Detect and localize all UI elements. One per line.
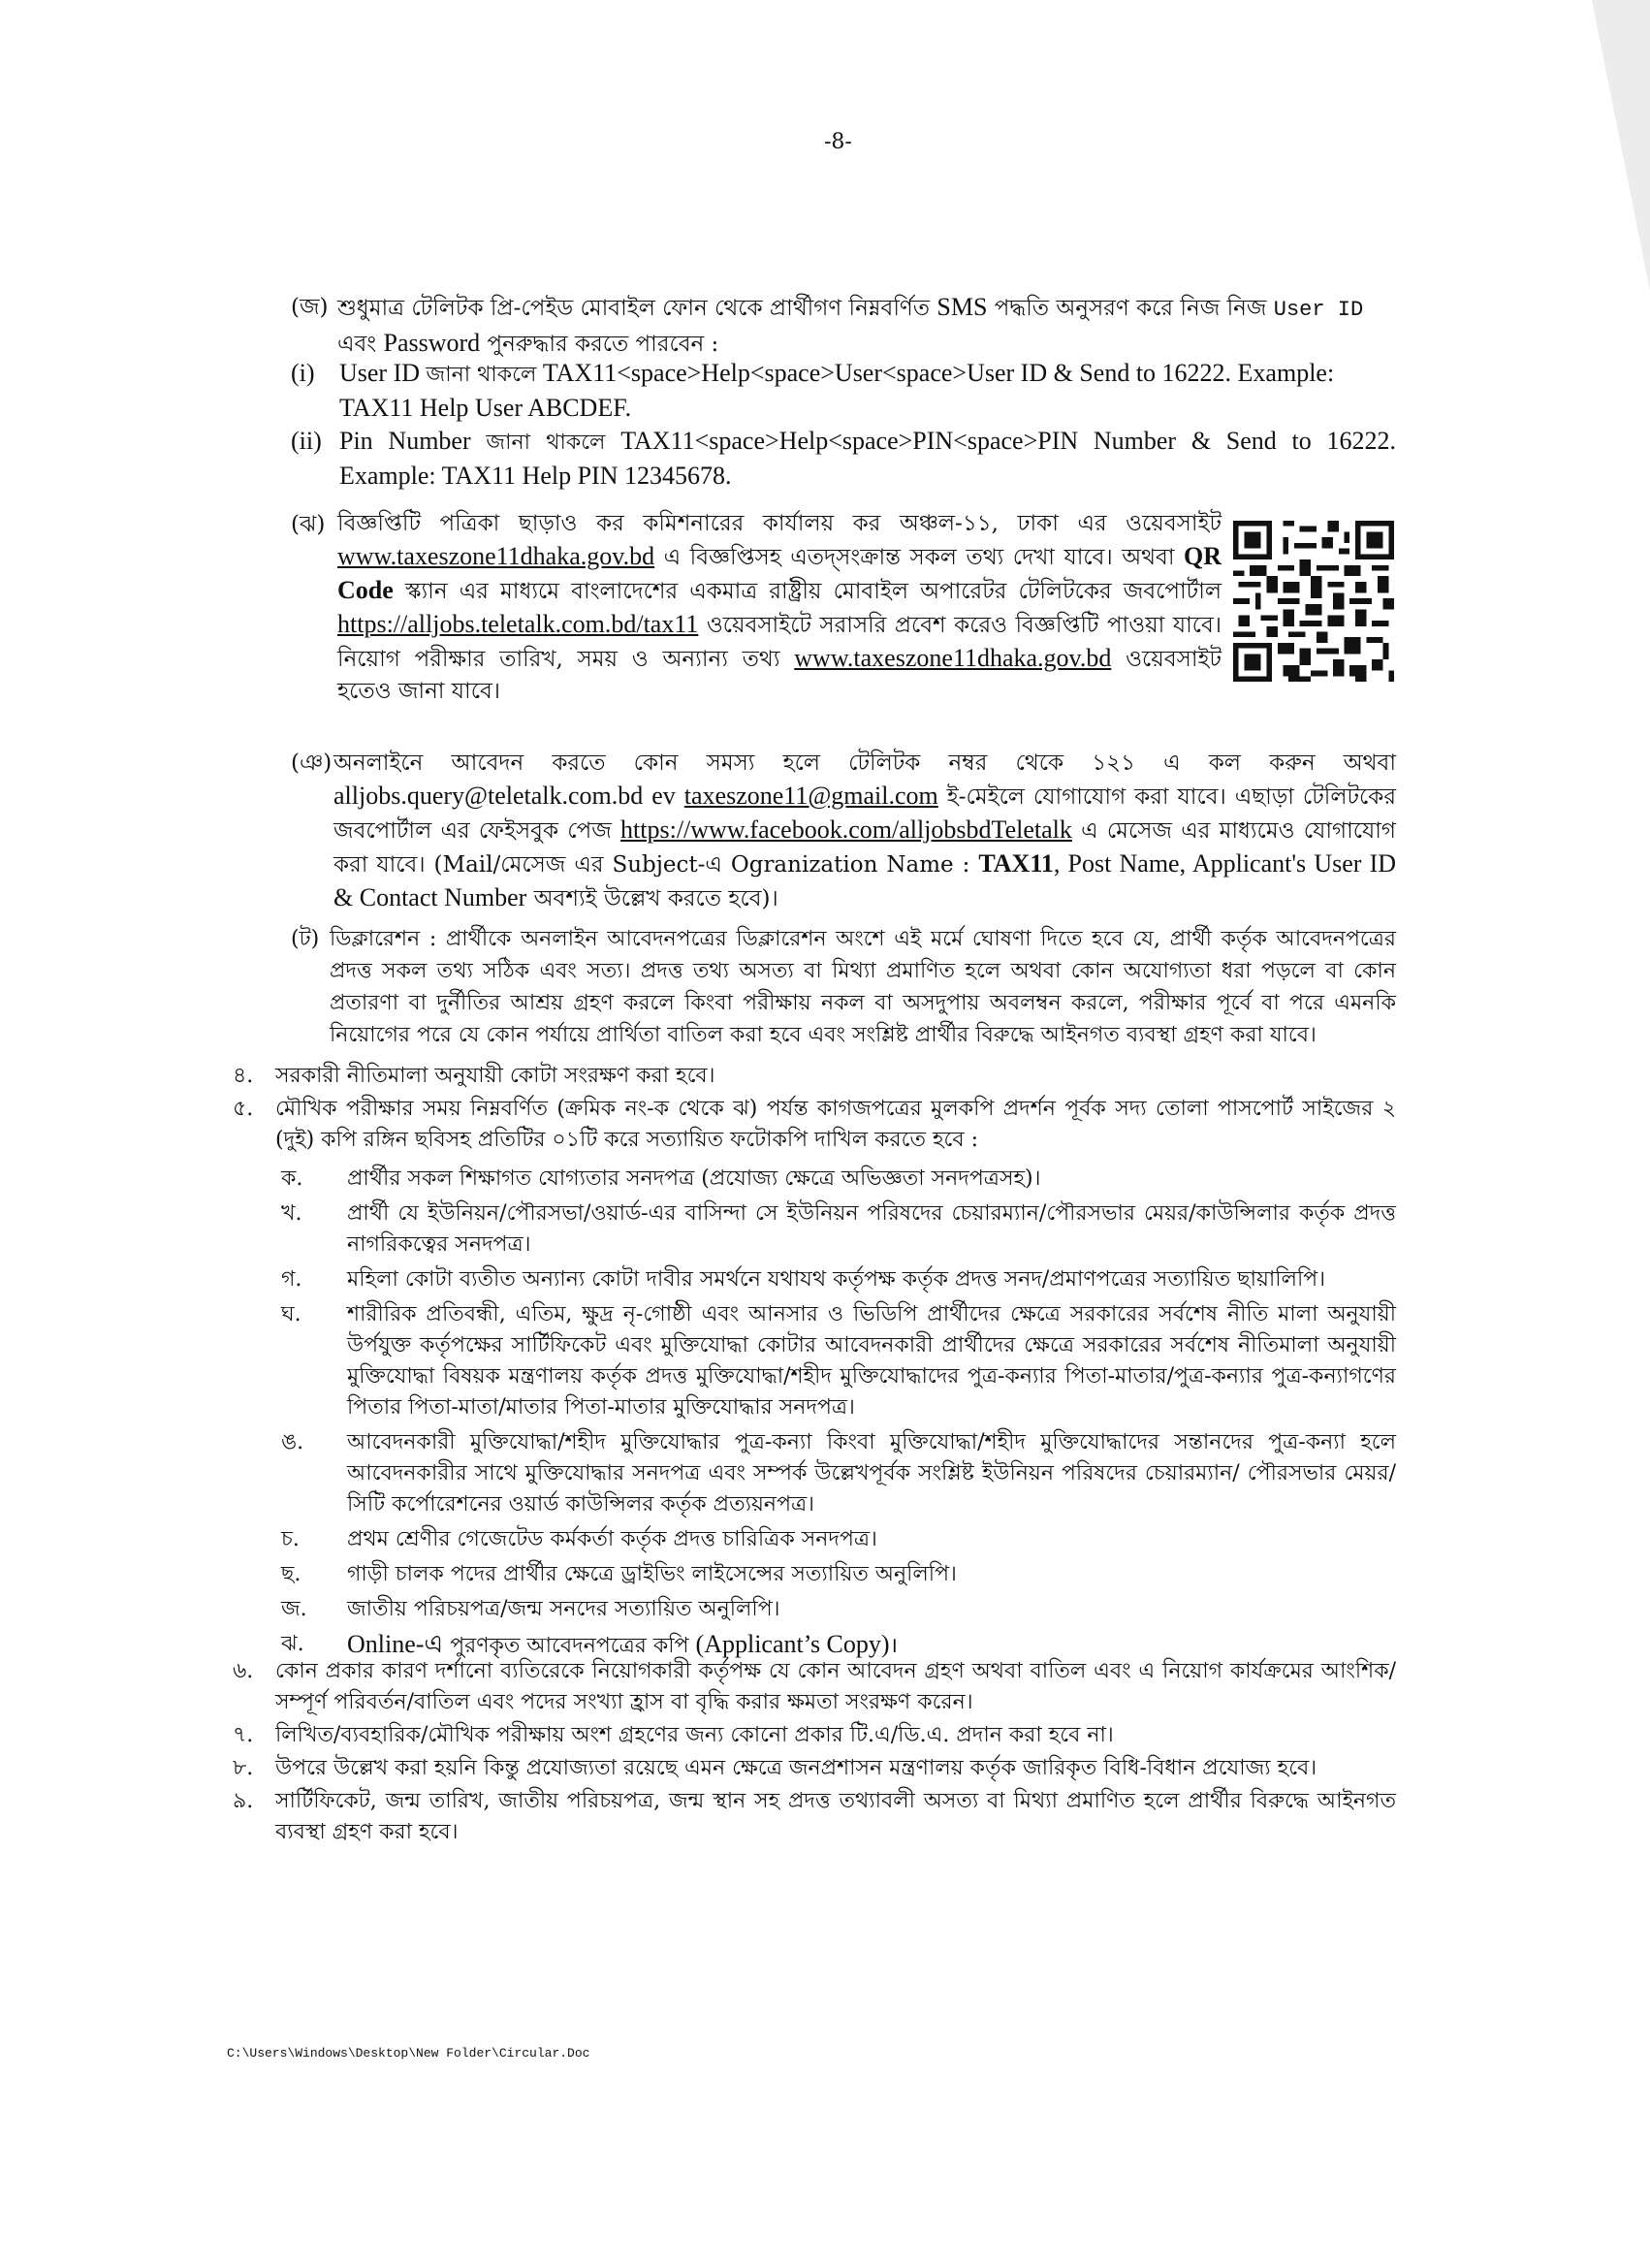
list-item-text: লিখিত/ব্যবহারিক/মৌখিক পরীক্ষায় অংশ গ্রহণের জন্য কোনো প্রকার টি.এ/ডি.এ. প্রদান করা হবে না। <box>275 1723 1114 1747</box>
section-j-line2-a: এবং <box>337 332 377 357</box>
section-j-mark: (জ) <box>291 295 329 320</box>
numbered-list-top <box>233 1061 1396 1158</box>
section-nya-ev: ev <box>651 782 676 810</box>
section-j-item-ii <box>291 425 1396 493</box>
taxeszone-email[interactable]: taxeszone11@gmail.com <box>683 782 938 810</box>
sub-item-number: ঝ. <box>281 1632 304 1656</box>
section-j-sms: SMS <box>936 293 988 321</box>
list-item-number: ৮. <box>233 1756 254 1780</box>
section-jh-text-2: এ বিজ্ঞপ্তিসহ এতদ্‌সংক্রান্ত সকল তথ্য দেখা যাবে। অথবা <box>663 545 1175 570</box>
list-item-4-number: ৪. <box>233 1064 254 1088</box>
teletalk-portal-link[interactable]: https://alljobs.teletalk.com.bd/tax11 <box>337 610 699 638</box>
section-j-line1-b: পদ্ধতি অনুসরণ করে নিজ নিজ <box>994 296 1267 321</box>
item-i-text-c: TAX11<space>Help<space>User<space>User ID & Send to 16222. Example: TAX11 Help User ABCDEF. <box>339 359 1335 422</box>
section-nya-text-1: অনলাইনে আবেদন করতে কোন সমস্য হলে টেলিটক নম্বর থেকে ১২১ এ কল করুন অথবা <box>333 751 1396 776</box>
document-sub-list <box>281 1164 1396 1666</box>
list-item-number: ৯. <box>233 1789 254 1813</box>
section-j-line2-b: পুনরুদ্ধার করতে পারবেন : <box>487 332 719 357</box>
sub-item-online: Online-এ <box>347 1630 444 1658</box>
list-item-number: ৭. <box>233 1723 254 1747</box>
sub-item-number: চ. <box>281 1527 300 1551</box>
item-i-mark: (i) <box>291 359 315 387</box>
page-number: -8- <box>824 130 852 154</box>
section-nya-text-4: , Post Name, Applicant's User ID & Contact Number <box>333 849 1397 911</box>
sub-item-text: গাড়ী চালক পদের প্রার্থীর ক্ষেত্রে ড্রাইভিং লাইসেন্সের সত্যায়িত অনুলিপি। <box>347 1562 957 1586</box>
teletalk-query-email[interactable]: alljobs.query@teletalk.com.bd <box>333 782 644 810</box>
sub-item-ja <box>281 1594 1396 1625</box>
sub-item-number: গ. <box>281 1267 302 1292</box>
item-i-text-a: User ID <box>339 359 421 387</box>
list-item-number: ৬. <box>233 1659 254 1683</box>
sub-item-text: জাতীয় পরিচয়পত্র/জন্ম সনদের সত্যায়িত অনুলিপি। <box>347 1597 780 1621</box>
section-j-item-i <box>291 357 1396 425</box>
section-ta-mark: (ট) <box>291 927 320 951</box>
sub-item-number: খ. <box>281 1201 302 1226</box>
qr-code-image <box>1233 521 1394 682</box>
section-nya-text-5: অবশ্যই উল্লেখ করতে হবে)। <box>533 886 778 911</box>
qr-code-label: QR Code <box>337 542 1222 604</box>
list-item-text: সার্টিফিকেট, জন্ম তারিখ, জাতীয় পরিচয়পত্র, জন্ম স্থান সহ প্রদত্ত তথ্যাবলী অসত্য বা মিথ্যা প্রমাণিত হলে প্রার্থীর বিরুদ্ধে আইনগত ব্যবস্থা গ্রহণ করা হবে। <box>275 1789 1396 1844</box>
sub-item-number: ঙ. <box>281 1430 304 1454</box>
section-jh-text-4: ওয়েবসাইটে সরাসরি প্রবেশ করেও বিজ্ঞপ্তিটি পাওয়া যাবে। নিয়োগ পরীক্ষার তারিখ, সময় ও অন্যান্য তথ্য <box>337 613 1222 672</box>
section-jh-text-5: ওয়েবসাইট হতেও জানা যাবে। <box>337 647 1222 704</box>
sub-item-ka <box>281 1164 1396 1195</box>
sub-item-text: মহিলা কোটা ব্যতীত অন্যান্য কোটা দাবীর সমর্থনে যথাযথ কর্তৃপক্ষ কর্তৃক প্রদত্ত সনদ/প্রমাণপত্রের সত্যায়িত ছায়ালিপি। <box>347 1267 1326 1292</box>
sub-item-ca <box>281 1524 1396 1555</box>
section-nya-text-3: এ মেসেজ এর মাধ্যমেও যোগাযোগ করা যাবে। (Mail/মেসেজ এর Subject-এ Ogranization Name : <box>333 818 1396 878</box>
sub-item-text: প্রার্থী যে ইউনিয়ন/পৌরসভা/ওয়ার্ড-এর বাসিন্দা সে ইউনিয়ন পরিষদের চেয়ারম্যান/পৌরসভার মেয়র/কাউন্সিলার কর্তৃক প্রদত্ত নাগরিকত্বের সনদপত্র। <box>347 1201 1396 1257</box>
sub-item-text: প্রার্থীর সকল শিক্ষাগত যোগ্যতার সনদপত্র (প্রযোজ্য ক্ষেত্রে অভিজ্ঞতা সনদপত্রসহ)। <box>347 1166 1041 1191</box>
list-item-text: কোন প্রকার কারণ দর্শানো ব্যতিরেকে নিয়োগকারী কর্তৃপক্ষ যে কোন আবেদন গ্রহণ অথবা বাতিল এবং এ নিয়োগ কার্যক্রমের আংশিক/সম্পূর্ণ পরিবর্তন/বাতিল এবং পদের সংখ্যা হ্রাস বা বৃদ্ধি করার ক্ষমতা সংরক্ষণ করেন। <box>275 1659 1396 1714</box>
list-item-4-text: সরকারী নীতিমালা অনুযায়ী কোটা সংরক্ষণ করা হবে। <box>275 1064 715 1088</box>
item-ii-text-b: জানা থাকলে <box>486 431 606 455</box>
applicant-copy-label: (Applicant’s Copy) <box>695 1630 890 1658</box>
sub-item-number: ক. <box>281 1166 303 1191</box>
item-ii-mark: (ii) <box>291 427 322 455</box>
sub-item-ga <box>281 1264 1396 1295</box>
organization-name: TAX11 <box>978 849 1054 878</box>
section-jh-mark: (ঝ) <box>291 512 326 537</box>
list-item-7 <box>233 1720 1396 1751</box>
footer-file-path: C:\Users\Windows\Desktop\New Folder\Circular.Doc <box>227 2046 590 2060</box>
section-nya-text-2: ই-মেইলে যোগাযোগ করা যাবে। এছাড়া টেলিটকের জবপোর্টাল এর ফেইসবুক পেজ <box>333 784 1397 844</box>
item-ii-text-a: Pin Number <box>339 427 471 455</box>
item-i-text-b: জানা থাকলে <box>426 363 537 387</box>
section-j-userid: User ID <box>1273 298 1364 322</box>
sub-item-kha <box>281 1198 1396 1261</box>
section-j-password: Password <box>383 329 481 357</box>
sub-item-text: আবেদনকারী মুক্তিযোদ্ধা/শহীদ মুক্তিযোদ্ধার পুত্র-কন্যা কিংবা মুক্তিযোদ্ধা/শহীদ মুক্তিযোদ্ধাদের সন্তানদের পুত্র-কন্যা হলে আবেদনকারীর সাথে মুক্তিযোদ্ধার সনদপত্র এবং সম্পর্ক উল্লেখপূর্বক সংশ্লিষ্ট ইউনিয়ন পরিষদের চেয়ারম্যান/ পৌরসভার মেয়র/সিটি কর্পোরেশনের ওয়ার্ড কাউন্সিলর কর্তৃক প্রত্যয়নপত্র। <box>347 1430 1396 1517</box>
item-ii-text-c: TAX11<space>Help<space>PIN<space>PIN Number & Send to 16222. Example: TAX11 Help PIN 12345678. <box>339 427 1397 490</box>
section-jh-text-3: স্ক্যান এর মাধ্যমে বাংলাদেশের একমাত্র রাষ্ট্রীয় মোবাইল অপারেটর টেলিটকের জবপোর্টাল <box>404 579 1222 604</box>
list-item-5 <box>233 1094 1396 1156</box>
list-item-8 <box>233 1753 1396 1784</box>
website-link-2[interactable]: www.taxeszone11dhaka.gov.bd <box>794 644 1112 672</box>
sub-item-gha <box>281 1299 1396 1423</box>
sub-item-number: ঘ. <box>281 1302 301 1326</box>
section-ta <box>291 923 1396 1051</box>
list-item-4 <box>233 1061 1396 1092</box>
declaration-text: ডিক্লারেশন : প্রার্থীকে অনলাইন আবেদনপত্রের ডিক্লারেশন অংশে এই মর্মে ঘোষণা দিতে হবে যে, প্রার্থী কর্তৃক আবেদনপত্রের প্রদত্ত সকল তথ্য সঠিক এবং সত্য। প্রদত্ত তথ্য অসত্য বা মিথ্যা প্রমাণিত হলে অথবা কোন অযোগ্যতা ধরা পড়লে বা কোন প্রতারণা বা দুর্নীতির আশ্রয় গ্রহণ করলে কিংবা পরীক্ষায় নকল বা অসদুপায় অবলম্বন করলে, পরীক্ষার পূর্বে বা পরে এমনকি নিয়োগের পরে যে কোন পর্যায়ে প্রার্থিতা বাতিল করা হবে এবং সংশ্লিষ্ট প্রার্থীর বিরুদ্ধে আইনগত ব্যবস্থা গ্রহণ করা যাবে। <box>330 927 1396 1047</box>
sub-item-dari: । <box>889 1634 898 1658</box>
section-jh <box>291 508 1222 708</box>
section-j <box>291 291 1396 361</box>
sub-item-text: শারীরিক প্রতিবন্ধী, এতিম, ক্ষুদ্র নৃ-গোষ্ঠী এবং আনসার ও ভিডিপি প্রার্থীদের ক্ষেত্রে সরকারের সর্বশেষ নীতি মালা অনুযায়ী উর্পযুক্ত কর্তৃপক্ষের সার্টিফিকেট এবং মুক্তিযোদ্ধা কোটার আবেদনকারী প্রার্থীদের ক্ষেত্রে সরকারের সর্বশেষ নীতিমালা অনুযায়ী মুক্তিযোদ্ধা বিষয়ক মন্ত্রণালয় কর্তৃক প্রদত্ত মুক্তিযোদ্ধা/শহীদ মুক্তিযোদ্ধাদের পুত্র-কন্যার পিতা-মাতার/পুত্র-কন্যার পুত্র-কন্যাগণের পিতার পিতা-মাতা/মাতার পিতা-মাতার মুক্তিযোদ্ধার সনদপত্র। <box>347 1302 1396 1420</box>
sub-item-uma <box>281 1427 1396 1520</box>
list-item-5-number: ৫. <box>233 1097 254 1121</box>
sub-item-text: প্রথম শ্রেণীর গেজেটেড কর্মকর্তা কর্তৃক প্রদত্ত চারিত্রিক সনদপত্র। <box>347 1527 877 1551</box>
sub-item-number: জ. <box>281 1597 307 1621</box>
section-nya <box>291 747 1396 915</box>
section-j-line1-a: শুধুমাত্র টেলিটক প্রি-পেইড মোবাইল ফোন থেকে প্রার্থীগণ নিম্নবর্ণিত <box>337 296 931 321</box>
list-item-6 <box>233 1656 1396 1718</box>
sub-item-cha <box>281 1559 1396 1590</box>
facebook-page-link[interactable]: https://www.facebook.com/alljobsbdTeletalk <box>620 815 1072 844</box>
website-link-1[interactable]: www.taxeszone11dhaka.gov.bd <box>337 542 655 570</box>
list-item-9 <box>233 1786 1396 1848</box>
page-corner-fold <box>1592 0 1650 291</box>
section-jh-text-1: বিজ্ঞপ্তিটি পত্রিকা ছাড়াও কর কমিশনারের কার্যালয় কর অঞ্চল-১১, ঢাকা এর ওয়েবসাইট <box>337 511 1222 536</box>
section-nya-mark: (ঞ) <box>291 751 333 776</box>
numbered-list-bottom <box>233 1656 1396 1850</box>
list-item-5-text: মৌখিক পরীক্ষার সময় নিম্নবর্ণিত (ক্রমিক নং-ক থেকে ঝ) পর্যন্ত কাগজপত্রের মুলকপি প্রদর্শন পূর্বক সদ্য তোলা পাসপোর্ট সাইজের ২ (দুই) কপি রঙ্গিন ছবিসহ প্রতিটির ০১টি করে সত্যায়িত ফটোকপি দাখিল করতে হবে : <box>275 1097 1396 1152</box>
list-item-text: উপরে উল্লেখ করা হয়নি কিন্তু প্রযোজ্যতা রয়েছে এমন ক্ষেত্রে জনপ্রশাসন মন্ত্রণালয় কর্তৃক জারিকৃত বিধি-বিধান প্রযোজ্য হবে। <box>275 1756 1317 1780</box>
sub-item-number: ছ. <box>281 1562 301 1586</box>
sub-item-text: পুরণকৃত আবেদনপত্রের কপি <box>450 1634 689 1658</box>
